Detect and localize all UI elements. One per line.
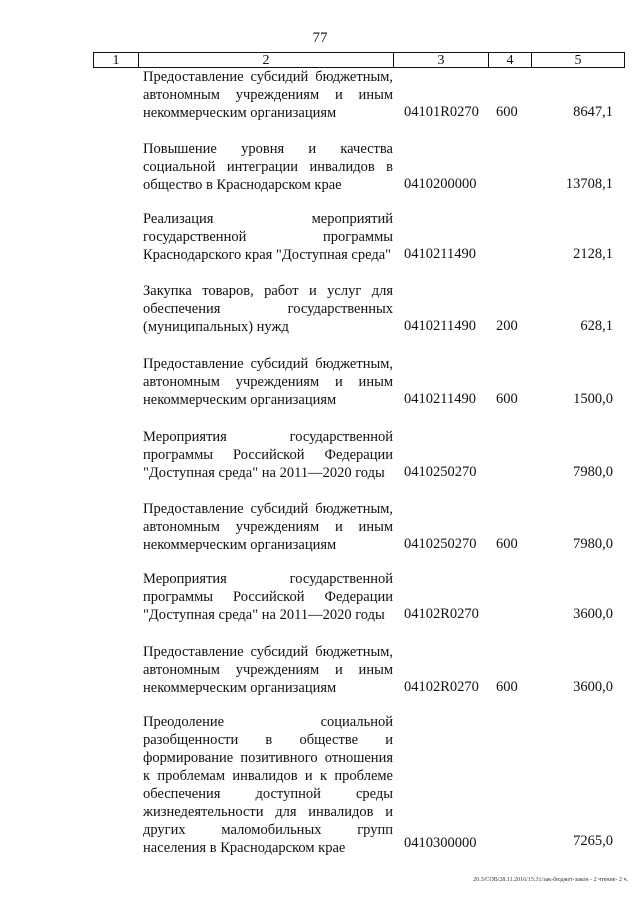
row-name: Предоставление субсидий бюджетным, автономным учреждениям и иным некоммерческим организациям <box>143 644 393 696</box>
row-vr: 600 <box>496 679 518 695</box>
row-code: 0410200000 <box>404 176 477 192</box>
row-amount: 1500,0 <box>573 391 613 407</box>
page-number: 77 <box>312 30 328 46</box>
row-code: 0410211490 <box>404 391 476 407</box>
row-code: 0410211490 <box>404 246 476 262</box>
row-amount: 3600,0 <box>573 679 613 695</box>
row-name: Мероприятия государственной программы Российской Федерации "Доступная среда" на 2011—2020 годы <box>143 571 393 623</box>
row-code: 04102R0270 <box>404 606 479 622</box>
row-vr: 600 <box>496 391 518 407</box>
row-name: Преодоление социальной разобщенности в обществе и формирование позитивного отношения к проблемам инвалидов и к проблеме обеспечения доступной среды жизнедеятельности для инвалидов и других маломобильных групп населения в Краснодарском крае <box>143 714 393 856</box>
row-code: 0410300000 <box>404 835 477 851</box>
row-amount: 2128,1 <box>573 246 613 262</box>
row-name: Повышение уровня и качества социальной интеграции инвалидов в общество в Краснодарском крае <box>143 141 393 193</box>
header-col-1: 1 <box>94 53 139 67</box>
row-name: Закупка товаров, работ и услуг для обеспечения государственных (муниципальных) нужд <box>143 283 393 335</box>
footer-stamp: 20.3/СОВ/28.11.2016/15:31/зак-бюджет-закон - 2 чтение- 2 ч. <box>473 877 628 883</box>
row-vr: 200 <box>496 318 518 334</box>
header-col-4: 4 <box>489 53 532 67</box>
row-amount: 8647,1 <box>573 104 613 120</box>
row-name: Предоставление субсидий бюджетным, автономным учреждениям и иным некоммерческим организациям <box>143 501 393 553</box>
header-col-5: 5 <box>574 53 582 68</box>
row-name: Предоставление субсидий бюджетным, автономным учреждениям и иным некоммерческим организациям <box>143 69 393 121</box>
row-amount: 3600,0 <box>573 606 613 622</box>
table-header <box>93 52 625 68</box>
row-amount: 13708,1 <box>565 176 613 192</box>
row-name: Предоставление субсидий бюджетным, автономным учреждениям и иным некоммерческим организациям <box>143 356 393 408</box>
row-amount: 7265,0 <box>573 833 613 849</box>
row-amount: 628,1 <box>580 318 613 334</box>
row-vr: 600 <box>496 104 518 120</box>
row-amount: 7980,0 <box>573 536 613 552</box>
row-code: 0410250270 <box>404 464 477 480</box>
row-amount: 7980,0 <box>573 464 613 480</box>
header-col-2: 2 <box>139 53 394 67</box>
header-col-3: 3 <box>394 53 489 67</box>
row-name: Реализация мероприятий государственной программы Краснодарского края "Доступная среда" <box>143 211 393 263</box>
row-name: Мероприятия государственной программы Российской Федерации "Доступная среда" на 2011—2020 годы <box>143 429 393 481</box>
row-code: 0410250270 <box>404 536 477 552</box>
row-vr: 600 <box>496 536 518 552</box>
row-code: 0410211490 <box>404 318 476 334</box>
row-code: 04102R0270 <box>404 679 479 695</box>
row-code: 04101R0270 <box>404 104 479 120</box>
